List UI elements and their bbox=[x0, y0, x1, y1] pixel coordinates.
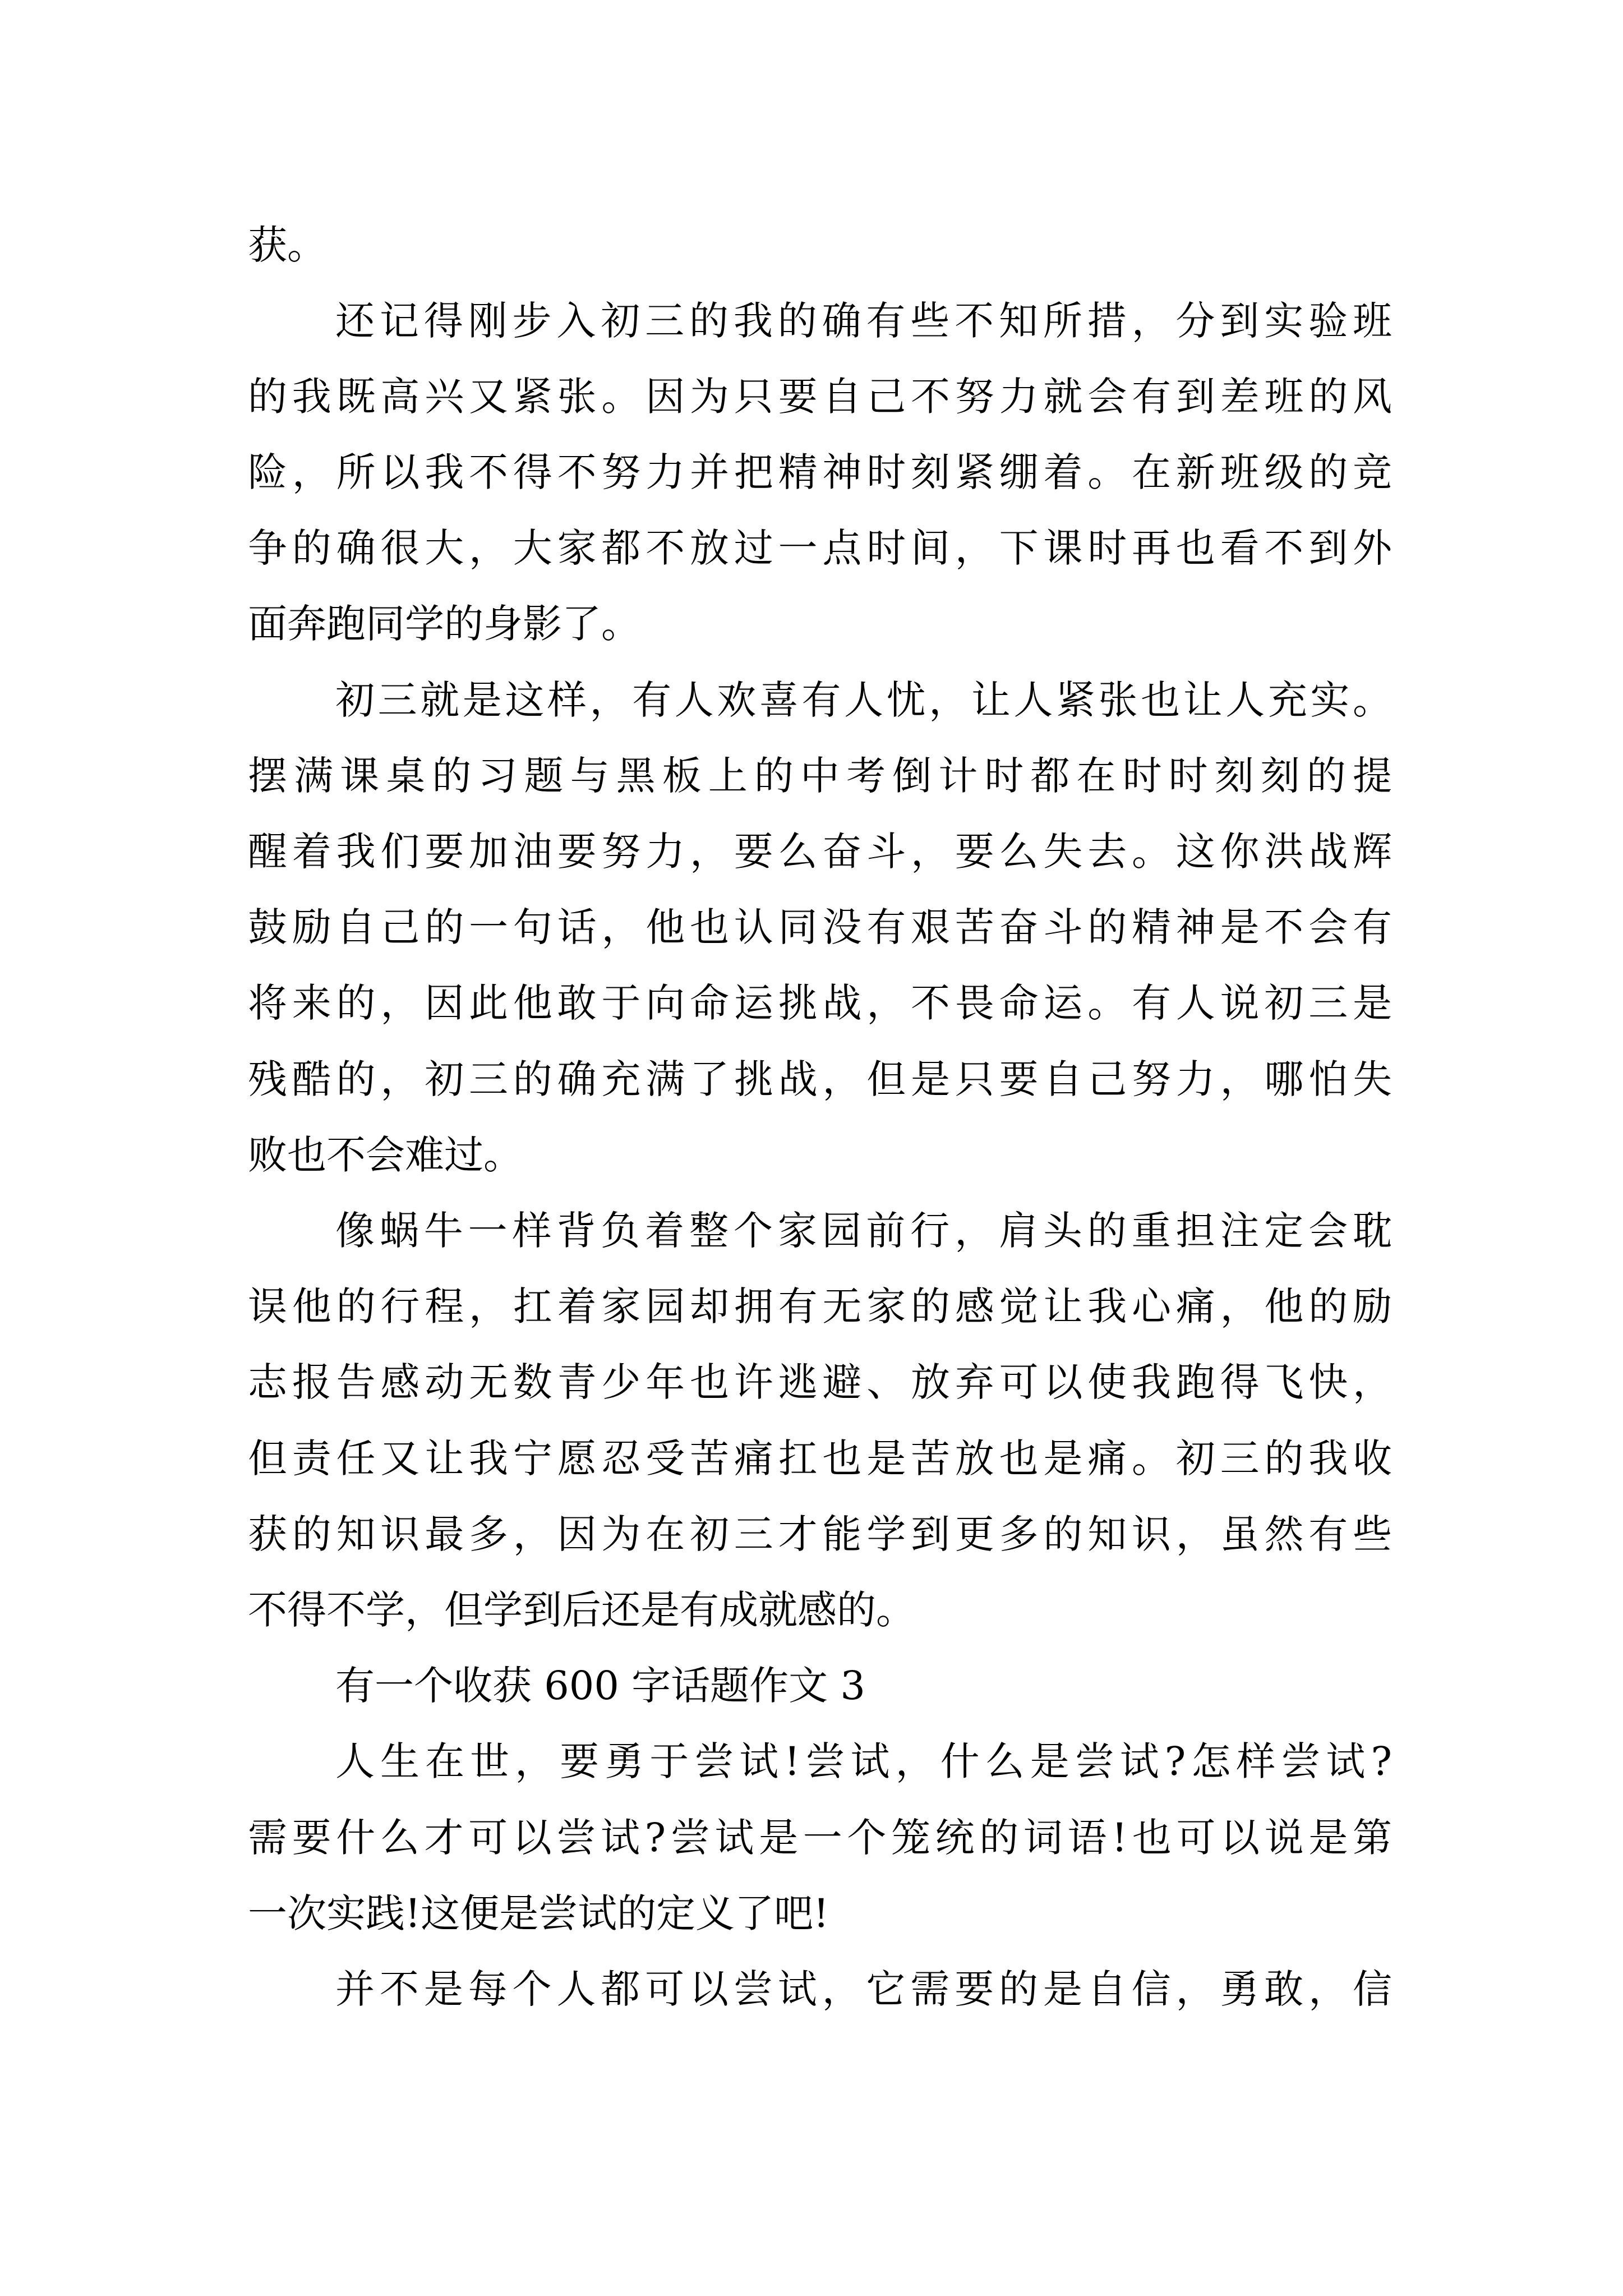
paragraph-first-line: 初三就是这样，有人欢喜有人忧，让人紧张也让人充实。 bbox=[335, 677, 1392, 723]
text-line: 鼓励自己的一句话，他也认同没有艰苦奋斗的精神是不会有 bbox=[248, 904, 1392, 950]
text-line: 险，所以我不得不努力并把精神时刻紧绷着。在新班级的竞 bbox=[248, 449, 1392, 495]
text-line: 获的知识最多，因为在初三才能学到更多的知识，虽然有些 bbox=[248, 1511, 1392, 1557]
text-line: 的我既高兴又紧张。因为只要自己不努力就会有到差班的风 bbox=[248, 374, 1392, 420]
paragraph-first-line: 并不是每个人都可以尝试，它需要的是自信，勇敢，信 bbox=[335, 1966, 1392, 2012]
text-line: 摆满课桌的习题与黑板上的中考倒计时都在时时刻刻的提 bbox=[248, 753, 1392, 799]
text-line: 一次实践!这便是尝试的定义了吧! bbox=[248, 1890, 829, 1936]
paragraph-first-line: 像蜗牛一样背负着整个家园前行，肩头的重担注定会耽 bbox=[335, 1208, 1392, 1254]
text-line: 误他的行程，扛着家园却拥有无家的感觉让我心痛，他的励 bbox=[248, 1283, 1392, 1329]
text-line: 败也不会难过。 bbox=[248, 1132, 523, 1178]
text-line: 不得不学，但学到后还是有成就感的。 bbox=[248, 1587, 915, 1633]
text-line: 争的确很大，大家都不放过一点时间，下课时再也看不到外 bbox=[248, 525, 1392, 571]
paragraph-first-line: 还记得刚步入初三的我的确有些不知所措，分到实验班 bbox=[335, 298, 1392, 344]
text-line: 醒着我们要加油要努力，要么奋斗，要么失去。这你洪战辉 bbox=[248, 829, 1392, 875]
text-line: 残酷的，初三的确充满了挑战，但是只要自己努力，哪怕失 bbox=[248, 1056, 1392, 1102]
paragraph-first-line: 人生在世，要勇于尝试!尝试，什么是尝试?怎样尝试? bbox=[335, 1738, 1392, 1784]
text-line: 需要什么才可以尝试?尝试是一个笼统的词语!也可以说是第 bbox=[248, 1815, 1392, 1861]
essay-section-title: 有一个收获 600 字话题作文 3 bbox=[335, 1663, 865, 1709]
text-line: 但责任又让我宁愿忍受苦痛扛也是苦放也是痛。初三的我收 bbox=[248, 1435, 1392, 1481]
text-line: 获。 bbox=[248, 222, 326, 268]
text-line: 面奔跑同学的身影了。 bbox=[248, 601, 640, 647]
text-line: 将来的，因此他敢于向命运挑战，不畏命运。有人说初三是 bbox=[248, 980, 1392, 1026]
text-line: 志报告感动无数青少年也许逃避、放弃可以使我跑得飞快， bbox=[248, 1359, 1392, 1405]
